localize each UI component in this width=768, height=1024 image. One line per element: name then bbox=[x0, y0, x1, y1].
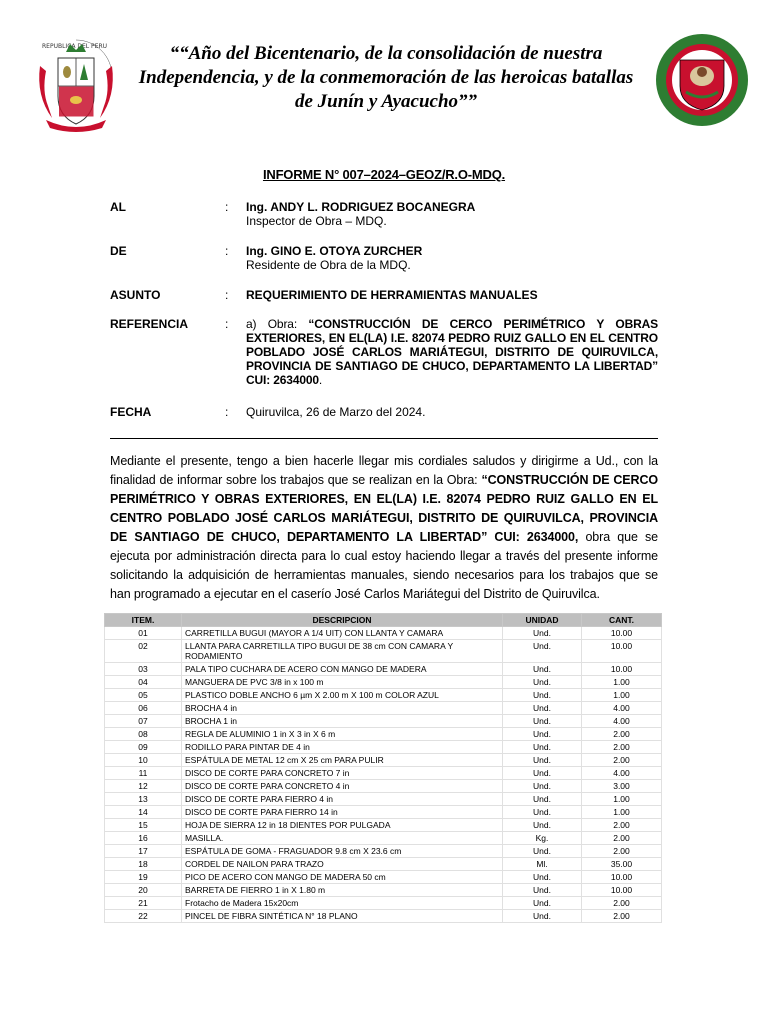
table-row bbox=[105, 884, 662, 897]
item-unit: Und. bbox=[503, 793, 582, 806]
item-number: 15 bbox=[105, 819, 182, 832]
body-work: “CONSTRUCCIÓN DE CERCO PERIMÉTRICO Y OBRAS EXTERIORES, EN EL(LA) I.E. 82074 PEDRO RUIZ GALLO EN EL CENTRO POBLADO JOSÉ CARLOS MARIÁTEGUI, DISTRITO DE QUIRUVILCA, PROVINCIA DE SANTIAGO DE CHUCO, DEPARTAMENTO LA LIBERTAD” CUI: 2634000, bbox=[110, 473, 659, 544]
header-unit: UNIDAD bbox=[503, 614, 582, 627]
field-reference-label: REFERENCIA bbox=[110, 317, 189, 331]
field-subject bbox=[110, 288, 658, 304]
item-unit: Und. bbox=[503, 754, 582, 767]
field-to-colon: : bbox=[225, 200, 229, 214]
items-table-body bbox=[105, 627, 662, 923]
body-paragraph bbox=[110, 452, 658, 604]
item-quantity: 2.00 bbox=[582, 832, 662, 845]
item-number: 07 bbox=[105, 715, 182, 728]
field-date bbox=[110, 405, 658, 421]
item-number: 19 bbox=[105, 871, 182, 884]
item-unit: Und. bbox=[503, 897, 582, 910]
table-row bbox=[105, 832, 662, 845]
table-row bbox=[105, 793, 662, 806]
item-description: REGLA DE ALUMINIO 1 in X 3 in X 6 m bbox=[182, 728, 503, 741]
field-from-label: DE bbox=[110, 244, 127, 258]
table-row bbox=[105, 640, 662, 663]
item-description: BARRETA DE FIERRO 1 in X 1.80 m bbox=[182, 884, 503, 897]
item-quantity: 2.00 bbox=[582, 910, 662, 923]
table-row bbox=[105, 806, 662, 819]
item-number: 18 bbox=[105, 858, 182, 871]
item-number: 04 bbox=[105, 676, 182, 689]
item-description: CORDEL DE NAILON PARA TRAZO bbox=[182, 858, 503, 871]
item-number: 03 bbox=[105, 663, 182, 676]
table-row bbox=[105, 663, 662, 676]
item-quantity: 1.00 bbox=[582, 689, 662, 702]
reference-value bbox=[246, 317, 658, 387]
item-unit: Und. bbox=[503, 819, 582, 832]
item-description: Frotacho de Madera 15x20cm bbox=[182, 897, 503, 910]
table-row bbox=[105, 627, 662, 640]
item-description: ESPÁTULA DE METAL 12 cm X 25 cm PARA PULIR bbox=[182, 754, 503, 767]
item-description: BROCHA 1 in bbox=[182, 715, 503, 728]
table-row bbox=[105, 767, 662, 780]
table-row bbox=[105, 910, 662, 923]
table-row bbox=[105, 676, 662, 689]
item-unit: Und. bbox=[503, 741, 582, 754]
item-description: RODILLO PARA PINTAR DE 4 in bbox=[182, 741, 503, 754]
item-unit: Und. bbox=[503, 689, 582, 702]
item-number: 13 bbox=[105, 793, 182, 806]
table-row bbox=[105, 858, 662, 871]
item-number: 22 bbox=[105, 910, 182, 923]
table-row bbox=[105, 871, 662, 884]
field-from bbox=[110, 244, 658, 274]
table-row bbox=[105, 689, 662, 702]
item-description: PINCEL DE FIBRA SINTÉTICA N° 18 PLANO bbox=[182, 910, 503, 923]
item-quantity: 2.00 bbox=[582, 728, 662, 741]
items-table bbox=[104, 613, 662, 923]
header-divider bbox=[110, 438, 658, 439]
field-date-label: FECHA bbox=[110, 405, 152, 419]
item-description: MANGUERA DE PVC 3/8 in x 100 m bbox=[182, 676, 503, 689]
item-unit: Und. bbox=[503, 871, 582, 884]
item-quantity: 2.00 bbox=[582, 845, 662, 858]
item-quantity: 2.00 bbox=[582, 897, 662, 910]
item-description: DISCO DE CORTE PARA CONCRETO 4 in bbox=[182, 780, 503, 793]
field-to-label: AL bbox=[110, 200, 126, 214]
item-quantity: 10.00 bbox=[582, 884, 662, 897]
municipality-seal-icon bbox=[652, 30, 752, 130]
field-from-value bbox=[246, 244, 658, 272]
item-unit: Und. bbox=[503, 663, 582, 676]
svg-text:REPUBLICA DEL PERU: REPUBLICA DEL PERU bbox=[42, 43, 108, 50]
item-quantity: 10.00 bbox=[582, 627, 662, 640]
item-quantity: 1.00 bbox=[582, 676, 662, 689]
item-number: 14 bbox=[105, 806, 182, 819]
item-unit: Und. bbox=[503, 910, 582, 923]
item-quantity: 1.00 bbox=[582, 806, 662, 819]
header-item: ITEM. bbox=[105, 614, 182, 627]
item-description: ESPÁTULA DE GOMA - FRAGUADOR 9.8 cm X 23.6 cm bbox=[182, 845, 503, 858]
table-row bbox=[105, 702, 662, 715]
reference-prefix: a) Obra: bbox=[246, 317, 309, 331]
table-row bbox=[105, 897, 662, 910]
item-description: PLASTICO DOBLE ANCHO 6 µm X 2.00 m X 100 m COLOR AZUL bbox=[182, 689, 503, 702]
item-description: PALA TIPO CUCHARA DE ACERO CON MANGO DE MADERA bbox=[182, 663, 503, 676]
item-number: 16 bbox=[105, 832, 182, 845]
item-quantity: 10.00 bbox=[582, 640, 662, 663]
item-unit: Und. bbox=[503, 715, 582, 728]
item-unit: Und. bbox=[503, 806, 582, 819]
item-unit: Und. bbox=[503, 767, 582, 780]
item-description: LLANTA PARA CARRETILLA TIPO BUGUI DE 38 cm CON CAMARA Y RODAMIENTO bbox=[182, 640, 503, 663]
reference-work: “CONSTRUCCIÓN DE CERCO PERIMÉTRICO Y OBRAS EXTERIORES, EN EL(LA) I.E. 82074 PEDRO RUIZ GALLO EN EL CENTRO POBLADO JOSÉ CARLOS MARIÁTEGUI, DISTRITO DE QUIRUVILCA, PROVINCIA DE SANTIAGO DE CHUCO, DEPARTAMENTO LA LIBERTAD” CUI: 2634000 bbox=[246, 317, 659, 387]
item-description: DISCO DE CORTE PARA FIERRO 4 in bbox=[182, 793, 503, 806]
header-quote-line-3: de Junín y Ayacucho”” bbox=[294, 91, 478, 112]
item-unit: Und. bbox=[503, 728, 582, 741]
item-number: 21 bbox=[105, 897, 182, 910]
item-quantity: 4.00 bbox=[582, 767, 662, 780]
field-subject-label: ASUNTO bbox=[110, 288, 161, 302]
field-to-value bbox=[246, 200, 658, 228]
date-value: Quiruvilca, 26 de Marzo del 2024. bbox=[246, 405, 426, 419]
item-description: BROCHA 4 in bbox=[182, 702, 503, 715]
item-number: 12 bbox=[105, 780, 182, 793]
item-description: HOJA DE SIERRA 12 in 18 DIENTES POR PULGADA bbox=[182, 819, 503, 832]
body-outro: obra que se ejecuta por administración directa para lo cual estoy haciendo llegar a través del presente informe solicitando la adquisición de herramientas manuales, siendo necesarios para los trabajos que se han programado a ejecutar en el caserío José Carlos Mariátegui del Distrito de Quiruvilca. bbox=[110, 530, 658, 601]
item-unit: Und. bbox=[503, 845, 582, 858]
item-number: 11 bbox=[105, 767, 182, 780]
item-unit: Ml. bbox=[503, 858, 582, 871]
report-title: INFORME N° 007–2024–GEOZ/R.O-MDQ. bbox=[262, 167, 506, 182]
item-quantity: 10.00 bbox=[582, 663, 662, 676]
item-number: 20 bbox=[105, 884, 182, 897]
table-header-row bbox=[105, 614, 662, 627]
item-unit: Kg. bbox=[503, 832, 582, 845]
body-intro: Mediante el presente, tengo a bien hacerle llegar mis cordiales saludos y dirigirme a Ud., con la finalidad de informar sobre los trabajos que se realizan en la Obra: bbox=[110, 454, 658, 487]
item-number: 08 bbox=[105, 728, 182, 741]
item-number: 01 bbox=[105, 627, 182, 640]
item-quantity: 2.00 bbox=[582, 741, 662, 754]
table-row bbox=[105, 780, 662, 793]
item-number: 06 bbox=[105, 702, 182, 715]
peru-coat-of-arms-icon bbox=[36, 36, 116, 136]
item-unit: Und. bbox=[503, 702, 582, 715]
item-description: DISCO DE CORTE PARA CONCRETO 7 in bbox=[182, 767, 503, 780]
field-date-colon: : bbox=[225, 405, 229, 419]
header-quote-line-1: ““Año del Bicentenario, de la consolidación de nuestra bbox=[169, 43, 603, 64]
item-unit: Und. bbox=[503, 627, 582, 640]
header-description: DESCRIPCION bbox=[182, 614, 503, 627]
item-unit: Und. bbox=[503, 884, 582, 897]
field-from-colon: : bbox=[225, 244, 229, 258]
item-quantity: 10.00 bbox=[582, 871, 662, 884]
item-quantity: 4.00 bbox=[582, 715, 662, 728]
item-quantity: 4.00 bbox=[582, 702, 662, 715]
item-quantity: 3.00 bbox=[582, 780, 662, 793]
table-row bbox=[105, 741, 662, 754]
table-row bbox=[105, 819, 662, 832]
item-number: 17 bbox=[105, 845, 182, 858]
header-quantity: CANT. bbox=[582, 614, 662, 627]
item-description: PICO DE ACERO CON MANGO DE MADERA 50 cm bbox=[182, 871, 503, 884]
table-row bbox=[105, 845, 662, 858]
item-number: 10 bbox=[105, 754, 182, 767]
header-quote bbox=[112, 42, 660, 114]
item-quantity: 35.00 bbox=[582, 858, 662, 871]
item-unit: Und. bbox=[503, 780, 582, 793]
field-reference bbox=[110, 317, 658, 393]
field-to bbox=[110, 200, 658, 230]
recipient-name: Ing. ANDY L. RODRIGUEZ BOCANEGRA bbox=[246, 200, 476, 214]
reference-suffix: . bbox=[318, 373, 323, 387]
item-number: 02 bbox=[105, 640, 182, 663]
item-description: DISCO DE CORTE PARA FIERRO 14 in bbox=[182, 806, 503, 819]
item-number: 09 bbox=[105, 741, 182, 754]
item-quantity: 2.00 bbox=[582, 819, 662, 832]
item-unit: Und. bbox=[503, 676, 582, 689]
sender-role: Residente de Obra de la MDQ. bbox=[246, 258, 411, 272]
field-reference-colon: : bbox=[225, 317, 229, 331]
item-unit: Und. bbox=[503, 640, 582, 663]
header-quote-line-2: Independencia, y de la conmemoración de las heroicas batallas bbox=[138, 67, 634, 88]
table-row bbox=[105, 754, 662, 767]
recipient-role: Inspector de Obra – MDQ. bbox=[246, 214, 387, 228]
item-description: CARRETILLA BUGUI (MAYOR A 1/4 UIT) CON LLANTA Y CAMARA bbox=[182, 627, 503, 640]
table-row bbox=[105, 728, 662, 741]
item-quantity: 1.00 bbox=[582, 793, 662, 806]
item-quantity: 2.00 bbox=[582, 754, 662, 767]
field-subject-colon: : bbox=[225, 288, 229, 302]
sender-name: Ing. GINO E. OTOYA ZURCHER bbox=[246, 244, 423, 258]
item-description: MASILLA. bbox=[182, 832, 503, 845]
item-number: 05 bbox=[105, 689, 182, 702]
subject-value: REQUERIMIENTO DE HERRAMIENTAS MANUALES bbox=[246, 288, 538, 302]
table-row bbox=[105, 715, 662, 728]
